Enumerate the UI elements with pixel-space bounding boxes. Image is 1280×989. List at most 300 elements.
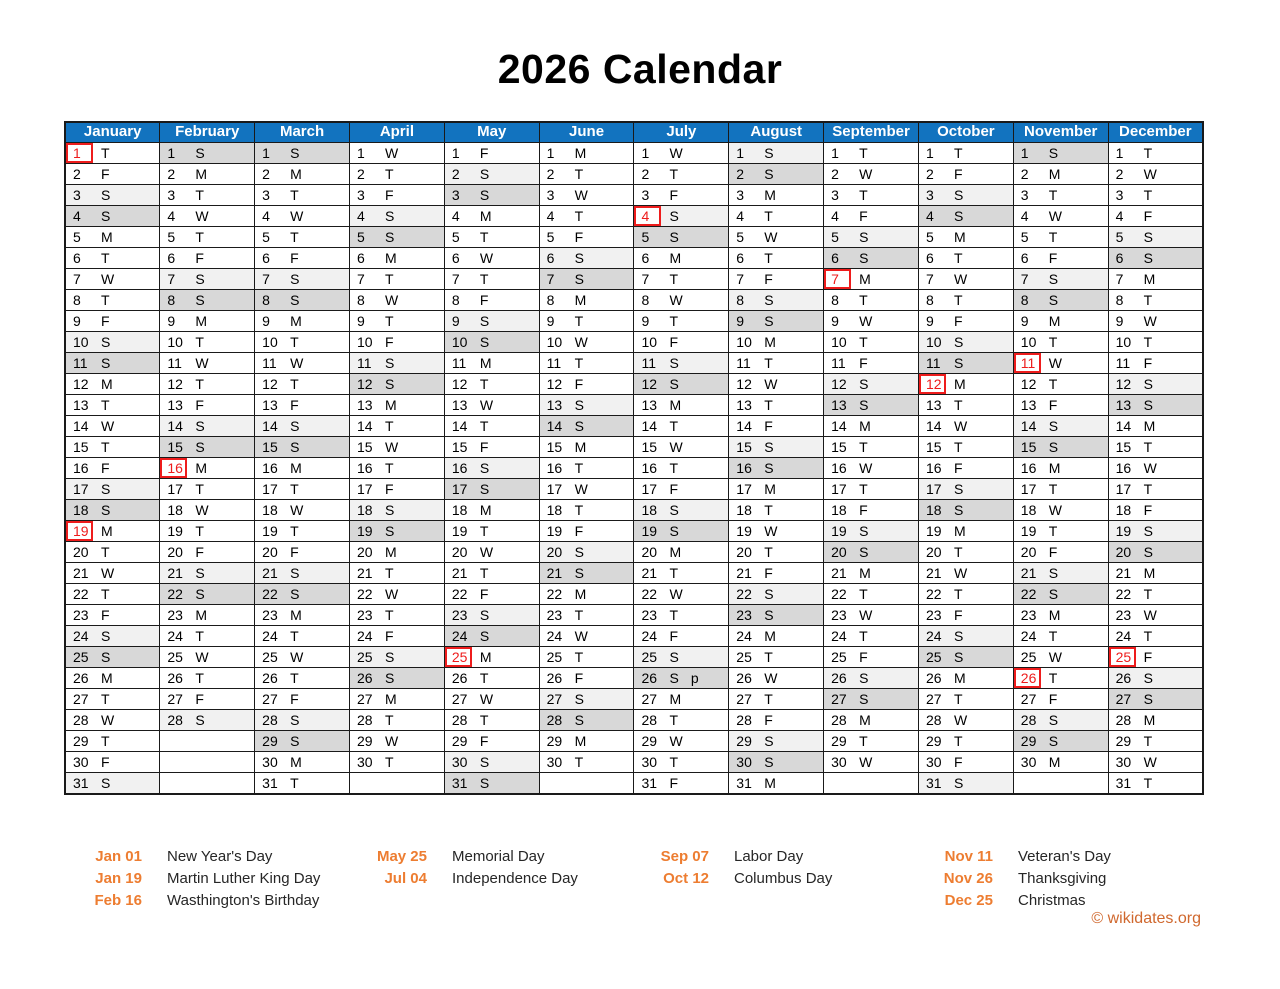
weekday-letter: S	[574, 271, 584, 287]
weekday-letter: S	[195, 271, 205, 287]
day-cell	[160, 227, 255, 248]
weekday-letter: S	[101, 334, 111, 350]
day-number: 30	[262, 754, 278, 770]
day-cell	[539, 647, 634, 668]
day-cell	[160, 248, 255, 269]
day-cell	[1013, 668, 1108, 689]
day-cell	[349, 689, 444, 710]
day-cell	[634, 332, 729, 353]
weekday-letter: F	[101, 607, 110, 623]
day-cell	[634, 164, 729, 185]
weekday-letter: S	[1048, 292, 1059, 308]
day-cell	[824, 164, 919, 185]
day-cell	[1108, 668, 1203, 689]
day-cell	[1013, 689, 1108, 710]
day-cell	[634, 500, 729, 521]
day-number: 19	[641, 523, 658, 539]
weekday-letter: S	[101, 208, 111, 224]
day-cell	[349, 710, 444, 731]
day-number: 7	[73, 271, 81, 287]
day-cell	[729, 773, 824, 795]
weekday-letter: T	[953, 733, 963, 749]
day-cell	[634, 311, 729, 332]
day-number: 3	[1020, 187, 1029, 203]
day-cell	[255, 605, 350, 626]
weekday-letter: W	[1143, 754, 1157, 770]
day-cell	[824, 521, 919, 542]
day-number: 4	[736, 208, 745, 224]
day-number: 21	[831, 565, 847, 581]
weekday-letter: T	[101, 397, 110, 413]
day-cell	[1108, 521, 1203, 542]
weekday-letter: T	[1048, 523, 1058, 539]
day-cell	[160, 437, 255, 458]
weekday-letter: F	[479, 145, 489, 161]
day-row	[65, 164, 1203, 185]
day-number: 26	[167, 670, 183, 686]
day-number: 12	[262, 376, 278, 392]
weekday-letter: F	[764, 712, 773, 728]
day-number: 25	[167, 649, 183, 665]
weekday-letter: T	[669, 565, 679, 581]
day-cell	[160, 479, 255, 500]
legend-holiday-name: Wasthington's Birthday	[167, 892, 320, 909]
day-number: 24	[831, 628, 847, 644]
month-header-march: March	[255, 122, 350, 143]
weekday-letter: T	[479, 523, 489, 539]
day-cell	[824, 206, 919, 227]
day-cell	[255, 521, 350, 542]
day-cell	[65, 710, 160, 731]
day-cell	[444, 395, 539, 416]
day-cell	[65, 206, 160, 227]
weekday-letter: S	[195, 565, 205, 581]
day-cell	[1013, 269, 1108, 290]
weekday-letter: T	[384, 754, 394, 770]
day-cell	[729, 206, 824, 227]
weekday-letter: T	[953, 439, 963, 455]
day-row	[65, 437, 1203, 458]
day-cell	[349, 185, 444, 206]
weekday-letter: S	[859, 670, 869, 686]
day-cell	[160, 143, 255, 164]
day-row	[65, 500, 1203, 521]
day-row	[65, 206, 1203, 227]
month-header-april: April	[349, 122, 444, 143]
day-row	[65, 752, 1203, 773]
legend-holiday-name: Martin Luther King Day	[167, 870, 321, 887]
day-cell	[444, 353, 539, 374]
weekday-letter: T	[1048, 481, 1058, 497]
day-number: 2	[451, 166, 460, 182]
day-number: 24	[1115, 628, 1132, 644]
weekday-letter: W	[764, 670, 778, 686]
day-row	[65, 395, 1203, 416]
day-number: 21	[262, 565, 278, 581]
day-row	[65, 647, 1203, 668]
day-number: 5	[262, 229, 270, 245]
weekday-letter: S	[574, 712, 584, 728]
weekday-letter: T	[1143, 187, 1153, 203]
day-row	[65, 542, 1203, 563]
weekday-letter: T	[290, 229, 299, 245]
day-cell	[160, 185, 255, 206]
day-number: 17	[451, 481, 468, 497]
legend-column	[62, 846, 320, 912]
day-number: 15	[262, 439, 278, 455]
weekday-letter: M	[953, 523, 966, 539]
day-number: 10	[167, 334, 183, 350]
weekday-letter: T	[1143, 334, 1153, 350]
weekday-letter: W	[290, 355, 304, 371]
day-cell	[539, 227, 634, 248]
day-number: 23	[1115, 607, 1132, 623]
day-number: 19	[356, 523, 373, 539]
day-cell	[634, 206, 729, 227]
empty-cell	[160, 752, 255, 773]
day-cell	[1108, 563, 1203, 584]
month-header-january: January	[65, 122, 160, 143]
day-number: 1	[1115, 145, 1124, 161]
day-cell	[444, 731, 539, 752]
weekday-letter: T	[953, 250, 963, 266]
weekday-letter: T	[953, 397, 963, 413]
day-cell	[824, 605, 919, 626]
year-calendar-table	[64, 121, 1204, 795]
day-number: 14	[356, 418, 373, 434]
day-number: 21	[356, 565, 373, 581]
day-number: 4	[546, 208, 555, 224]
weekday-letter: S	[1143, 250, 1153, 266]
day-cell	[349, 731, 444, 752]
day-cell	[65, 584, 160, 605]
day-row	[65, 416, 1203, 437]
day-cell	[918, 269, 1013, 290]
day-cell	[255, 269, 350, 290]
weekday-letter: W	[1143, 607, 1157, 623]
day-cell	[349, 206, 444, 227]
day-number: 12	[641, 376, 658, 392]
month-header-september: September	[824, 122, 919, 143]
weekday-letter: T	[574, 313, 584, 329]
day-cell	[539, 731, 634, 752]
weekday-letter: T	[574, 754, 584, 770]
day-cell	[918, 563, 1013, 584]
legend-column	[347, 846, 578, 890]
weekday-letter: T	[384, 712, 394, 728]
day-number: 10	[1115, 334, 1132, 350]
day-number: 31	[73, 775, 89, 791]
day-number: 29	[73, 733, 89, 749]
day-cell	[160, 395, 255, 416]
day-cell	[160, 626, 255, 647]
day-cell	[1013, 479, 1108, 500]
day-cell	[255, 731, 350, 752]
day-number: 9	[451, 313, 460, 329]
weekday-letter: T	[195, 376, 204, 392]
weekday-letter: F	[953, 460, 963, 476]
day-cell	[824, 395, 919, 416]
weekday-letter: W	[953, 712, 968, 728]
day-number: 9	[167, 313, 176, 329]
day-number: 21	[546, 565, 563, 581]
weekday-letter: T	[1048, 229, 1058, 245]
weekday-letter: S	[574, 691, 584, 707]
day-number: 5	[1020, 229, 1029, 245]
day-cell	[1108, 647, 1203, 668]
weekday-letter: S	[101, 649, 111, 665]
weekday-letter: T	[574, 355, 584, 371]
day-number: 16	[831, 460, 847, 476]
weekday-letter: S	[290, 418, 300, 434]
day-number: 23	[641, 607, 658, 623]
weekday-letter: W	[290, 208, 304, 224]
day-number: 11	[262, 355, 277, 371]
weekday-letter: W	[384, 439, 399, 455]
day-cell	[824, 416, 919, 437]
day-number: 9	[73, 313, 81, 329]
day-cell	[918, 332, 1013, 353]
weekday-letter: T	[669, 418, 679, 434]
weekday-letter: T	[859, 628, 868, 644]
weekday-letter: M	[101, 523, 113, 539]
day-number: 9	[356, 313, 365, 329]
day-cell	[160, 374, 255, 395]
day-number: 2	[167, 166, 176, 182]
day-number: 5	[1115, 229, 1124, 245]
day-number: 10	[451, 334, 468, 350]
day-cell	[918, 206, 1013, 227]
day-cell	[729, 458, 824, 479]
weekday-letter: F	[764, 418, 773, 434]
day-cell	[1108, 542, 1203, 563]
weekday-letter: T	[290, 481, 299, 497]
day-number: 27	[831, 691, 847, 707]
day-number: 7	[1115, 271, 1124, 287]
weekday-letter: S	[574, 565, 584, 581]
day-number: 8	[262, 292, 270, 308]
day-number: 20	[73, 544, 89, 560]
day-number: 17	[831, 481, 847, 497]
day-cell	[729, 416, 824, 437]
day-number: 23	[831, 607, 847, 623]
weekday-letter: S	[1048, 565, 1059, 581]
day-number: 11	[546, 355, 562, 371]
day-number: 6	[262, 250, 270, 266]
day-number: 27	[736, 691, 752, 707]
day-cell	[1108, 395, 1203, 416]
month-header-june: June	[539, 122, 634, 143]
day-cell	[539, 311, 634, 332]
day-cell	[1108, 332, 1203, 353]
day-cell	[634, 584, 729, 605]
day-cell	[444, 584, 539, 605]
day-number: 12	[356, 376, 373, 392]
day-number: 16	[546, 460, 563, 476]
weekday-letter: T	[764, 649, 773, 665]
weekday-letter: W	[1143, 166, 1157, 182]
weekday-letter: T	[384, 565, 394, 581]
day-cell	[255, 563, 350, 584]
day-cell	[349, 521, 444, 542]
day-cell	[918, 248, 1013, 269]
holiday-day-number: 25	[1109, 647, 1136, 667]
day-cell	[65, 227, 160, 248]
day-number: 26	[451, 670, 468, 686]
day-number: 25	[831, 649, 847, 665]
day-number: 22	[356, 586, 373, 602]
month-header-november: November	[1013, 122, 1108, 143]
weekday-letter: W	[1048, 355, 1062, 371]
day-cell	[918, 437, 1013, 458]
day-cell	[444, 500, 539, 521]
day-cell	[729, 395, 824, 416]
day-cell	[729, 626, 824, 647]
holiday-day-number: 11	[1014, 353, 1041, 373]
weekday-letter: F	[574, 523, 584, 539]
day-cell	[634, 479, 729, 500]
day-cell	[160, 416, 255, 437]
weekday-letter: F	[101, 754, 110, 770]
day-number: 3	[356, 187, 365, 203]
day-number: 9	[1020, 313, 1029, 329]
day-cell	[1108, 731, 1203, 752]
day-number: 10	[73, 334, 89, 350]
weekday-letter: W	[1143, 313, 1157, 329]
day-cell	[729, 269, 824, 290]
day-number: 14	[546, 418, 563, 434]
month-header-february: February	[160, 122, 255, 143]
weekday-letter: M	[764, 187, 776, 203]
day-number: 1	[546, 145, 555, 161]
weekday-letter: S	[384, 208, 395, 224]
day-cell	[160, 710, 255, 731]
day-cell	[255, 458, 350, 479]
day-number: 16	[925, 460, 942, 476]
day-cell	[539, 143, 634, 164]
weekday-letter: T	[764, 502, 773, 518]
weekday-letter: S	[764, 733, 774, 749]
day-number: 22	[262, 586, 278, 602]
day-number: 6	[167, 250, 176, 266]
day-cell	[160, 521, 255, 542]
weekday-letter: S	[764, 292, 774, 308]
day-number: 24	[262, 628, 278, 644]
weekday-letter: T	[290, 670, 299, 686]
empty-cell	[539, 773, 634, 795]
day-cell	[160, 584, 255, 605]
day-cell	[65, 563, 160, 584]
day-cell	[824, 563, 919, 584]
day-number: 29	[546, 733, 563, 749]
day-number: 27	[356, 691, 373, 707]
day-cell	[65, 416, 160, 437]
copyright-link[interactable]: © wikidates.org	[1091, 910, 1201, 927]
day-number: 1	[641, 145, 650, 161]
day-number: 27	[451, 691, 468, 707]
day-cell	[1108, 626, 1203, 647]
day-cell	[444, 311, 539, 332]
weekday-letter: S	[1048, 418, 1059, 434]
day-cell	[444, 290, 539, 311]
day-cell	[1108, 269, 1203, 290]
weekday-letter: T	[101, 691, 110, 707]
day-number: 7	[736, 271, 745, 287]
day-number: 2	[356, 166, 365, 182]
day-number: 26	[641, 670, 658, 686]
day-cell	[1108, 752, 1203, 773]
day-number: 8	[736, 292, 745, 308]
day-cell	[65, 521, 160, 542]
day-cell	[729, 752, 824, 773]
weekday-letter: S	[953, 481, 964, 497]
weekday-letter: S	[290, 586, 300, 602]
legend-date: Jan 01	[95, 848, 142, 865]
day-cell	[1108, 710, 1203, 731]
day-number: 8	[831, 292, 839, 308]
day-number: 15	[1115, 439, 1132, 455]
day-number: 25	[1020, 649, 1037, 665]
day-number: 24	[925, 628, 942, 644]
legend-date: Jan 19	[95, 870, 142, 887]
day-number: 22	[167, 586, 183, 602]
day-number: 15	[641, 439, 658, 455]
day-cell	[1013, 227, 1108, 248]
day-number: 5	[831, 229, 839, 245]
weekday-letter: S	[384, 376, 395, 392]
day-cell	[444, 563, 539, 584]
day-number: 26	[831, 670, 847, 686]
day-cell	[634, 647, 729, 668]
day-number: 18	[925, 502, 942, 518]
day-number: 24	[546, 628, 563, 644]
day-suffix: p	[690, 670, 699, 686]
day-number: 13	[73, 397, 89, 413]
day-number: 14	[1115, 418, 1132, 434]
day-cell	[160, 542, 255, 563]
day-cell	[539, 500, 634, 521]
weekday-letter: T	[1048, 334, 1058, 350]
weekday-letter: W	[574, 481, 588, 497]
day-cell	[349, 542, 444, 563]
weekday-letter: M	[574, 439, 587, 455]
weekday-letter: T	[669, 166, 679, 182]
day-number: 26	[356, 670, 373, 686]
day-cell	[1108, 185, 1203, 206]
day-number: 24	[356, 628, 373, 644]
day-number: 21	[925, 565, 942, 581]
weekday-letter: S	[384, 502, 395, 518]
day-number: 22	[641, 586, 658, 602]
day-number: 27	[1020, 691, 1037, 707]
day-row	[65, 605, 1203, 626]
day-number: 6	[641, 250, 650, 266]
day-number: 20	[831, 544, 847, 560]
day-number: 4	[831, 208, 839, 224]
weekday-letter: W	[953, 565, 968, 581]
weekday-letter: T	[101, 292, 110, 308]
day-row	[65, 668, 1203, 689]
day-cell	[634, 563, 729, 584]
weekday-letter: W	[384, 292, 399, 308]
day-number: 26	[736, 670, 752, 686]
day-number: 17	[1115, 481, 1132, 497]
day-cell	[824, 647, 919, 668]
weekday-letter: S	[195, 292, 205, 308]
day-number: 30	[831, 754, 847, 770]
day-number: 19	[736, 523, 752, 539]
day-cell	[539, 458, 634, 479]
